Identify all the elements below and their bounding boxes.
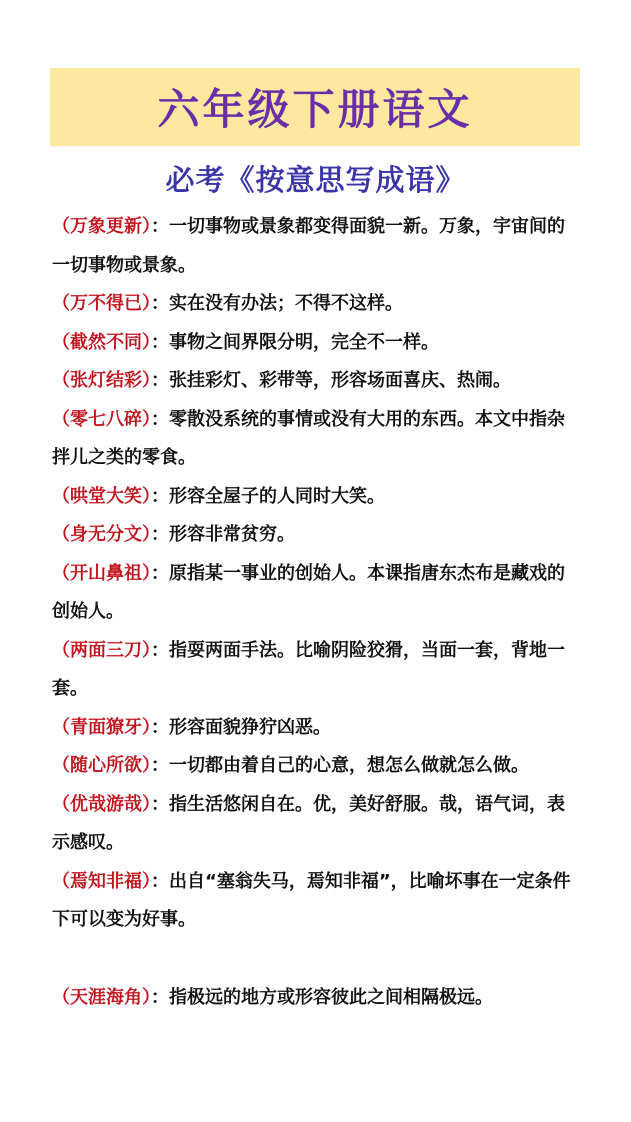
idiom-term: （优哉游哉）: [52, 793, 151, 815]
separator: ：: [151, 485, 169, 507]
idiom-term: （开山鼻祖）: [52, 562, 151, 584]
page-subtitle: 必考《按意思写成语》: [165, 163, 466, 197]
separator: ：: [151, 986, 169, 1008]
separator: ：: [151, 408, 169, 430]
separator: ：: [151, 370, 169, 391]
list-item: [52, 709, 582, 748]
separator: ：: [151, 524, 169, 545]
title-banner: [50, 68, 580, 146]
idiom-definition: 形容非常贫穷。: [169, 524, 295, 545]
list-item: [52, 285, 582, 324]
list-item: [52, 786, 582, 863]
idiom-definition: 形容面貌狰狞凶恶。: [169, 716, 331, 738]
list-item: [52, 555, 582, 632]
list-item: [52, 208, 582, 285]
list-item: [52, 747, 582, 786]
idiom-definition: 出自“塞翁失马，焉知非福”，比喻坏事在一定条件下可以变为好事。: [52, 870, 571, 930]
idiom-term: （万不得已）: [52, 293, 151, 314]
idiom-definition: 原指某一事业的创始人。本课指唐东杰布是藏戏的创始人。: [52, 562, 565, 622]
idiom-term: （张灯结彩）: [52, 370, 151, 391]
list-item: [52, 516, 582, 555]
separator: ：: [151, 293, 169, 314]
separator: ：: [151, 755, 169, 776]
idiom-term: （青面獠牙）: [52, 716, 151, 738]
idiom-term: （焉知非福）: [52, 870, 151, 892]
idiom-term: （天涯海角）: [52, 986, 151, 1008]
separator: ：: [151, 562, 169, 584]
idiom-term: （随心所欲）: [52, 755, 151, 776]
idiom-term: （身无分文）: [52, 524, 151, 545]
idiom-definition: 张挂彩灯、彩带等，形容场面喜庆、热闹。: [169, 370, 511, 391]
idiom-definition: 指生活悠闲自在。优，美好舒服。哉，语气词，表示感叹。: [52, 793, 565, 853]
idiom-definition: 实在没有办法；不得不这样。: [169, 293, 403, 314]
list-item: [52, 324, 582, 363]
list-item: [52, 478, 582, 517]
separator: ：: [151, 870, 169, 892]
list-item: [52, 362, 582, 401]
idiom-definition: 指耍两面手法。比喻阴险狡猾，当面一套，背地一套。: [52, 639, 565, 699]
idiom-definition: 指极远的地方或形容彼此之间相隔极远。: [169, 986, 493, 1008]
separator: ：: [151, 793, 169, 815]
idiom-definition: 零散没系统的事情或没有大用的东西。本文中指杂拌儿之类的零食。: [52, 408, 565, 468]
idiom-definition: 形容全屋子的人同时大笑。: [169, 485, 385, 507]
separator: ：: [151, 216, 169, 237]
idiom-term: （哄堂大笑）: [52, 485, 151, 507]
idiom-term: （截然不同）: [52, 331, 151, 353]
idiom-definition: 一切事物或景象都变得面貌一新。万象，宇宙间的一切事物或景象。: [52, 216, 565, 276]
idiom-definition: 事物之间界限分明，完全不一样。: [169, 331, 439, 353]
list-item: [52, 863, 582, 940]
page-title: 六年级下册语文: [157, 85, 473, 134]
idiom-term: （零七八碎）: [52, 408, 151, 430]
list-item: [52, 632, 582, 709]
idiom-term: （两面三刀）: [52, 639, 151, 661]
idiom-list: [52, 208, 582, 1017]
separator: ：: [151, 639, 169, 661]
idiom-definition: 一切都由着自己的心意，想怎么做就怎么做。: [169, 755, 529, 776]
list-item: [52, 979, 582, 1018]
idiom-term: （万象更新）: [52, 216, 151, 237]
list-item: [52, 401, 582, 478]
separator: ：: [151, 716, 169, 738]
separator: ：: [151, 331, 169, 353]
